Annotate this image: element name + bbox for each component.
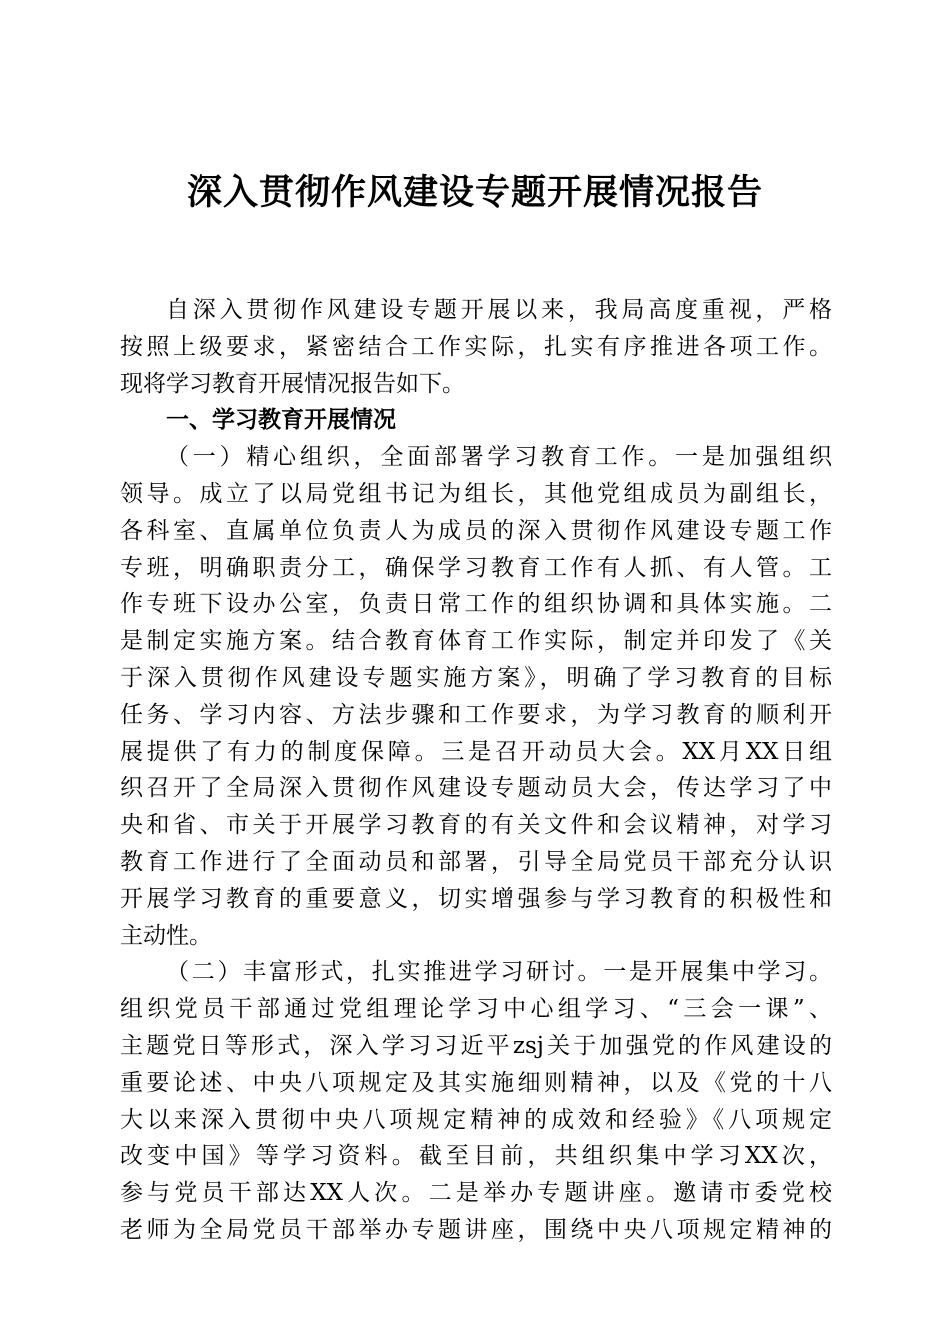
paragraph-line: 于深入贯彻作风建设专题实施方案》，明确了学习教育的目标 [120,664,832,691]
paragraph-line: 展提供了有力的制度保障。三是召开动员大会。XX月XX日组 [120,738,832,765]
paragraph-line: 任务、学习内容、方法步骤和工作要求，为学习教育的顺利开 [120,701,832,728]
paragraph-line: 作专班下设办公室，负责日常工作的组织协调和具体实施。二 [120,591,832,618]
paragraph-line: 按照上级要求，紧密结合工作实际，扎实有序推进各项工作。 [120,333,832,360]
paragraph-line: 专班，明确职责分工，确保学习教育工作有人抓、有人管。工 [120,554,832,581]
paragraph-line: 参与党员干部达XX人次。二是举办专题讲座。邀请市委党校 [120,1180,832,1207]
paragraph-line: 组织党员干部通过党组理论学习中心组学习、“三会一课”、 [120,996,832,1023]
paragraph-line: 是制定实施方案。结合教育体育工作实际，制定并印发了《关 [120,628,832,655]
document-body [120,292,832,1249]
paragraph-line: （一）精心组织，全面部署学习教育工作。一是加强组织 [166,444,832,471]
paragraph-line: 织召开了全局深入贯彻作风建设专题动员大会，传达学习了中 [120,775,832,802]
paragraph-line: 主动性。 [120,922,212,949]
paragraph-line: 各科室、直属单位负责人为成员的深入贯彻作风建设专题工作 [120,517,832,544]
document-title: 深入贯彻作风建设专题开展情况报告 [186,172,763,213]
paragraph-line: 重要论述、中央八项规定及其实施细则精神，以及《党的十八 [120,1069,832,1096]
paragraph-line: 央和省、市关于开展学习教育的有关文件和会议精神，对学习 [120,812,832,839]
paragraph-line: 领导。成立了以局党组书记为组长，其他党组成员为副组长， [120,480,832,507]
paragraph-line: 自深入贯彻作风建设专题开展以来，我局高度重视，严格 [166,297,832,323]
paragraph-line: 大以来深入贯彻中央八项规定精神的成效和经验》《八项规定 [120,1106,832,1133]
paragraph-line: 主题党日等形式，深入学习习近平zsj关于加强党的作风建设的 [120,1032,832,1059]
paragraph-line: （二）丰富形式，扎实推进学习研讨。一是开展集中学习。 [166,959,832,986]
paragraph-line: 现将学习教育开展情况报告如下。 [120,370,465,397]
paragraph-line: 教育工作进行了全面动员和部署，引导全局党员干部充分认识 [120,848,832,875]
paragraph-line: 老师为全局党员干部举办专题讲座，围绕中央八项规定精神的 [120,1216,832,1243]
paragraph-line: 改变中国》等学习资料。截至目前，共组织集中学习XX次， [120,1143,832,1170]
section-heading: 一、学习教育开展情况 [166,407,396,434]
paragraph-line: 开展学习教育的重要意义，切实增强参与学习教育的积极性和 [120,885,832,912]
